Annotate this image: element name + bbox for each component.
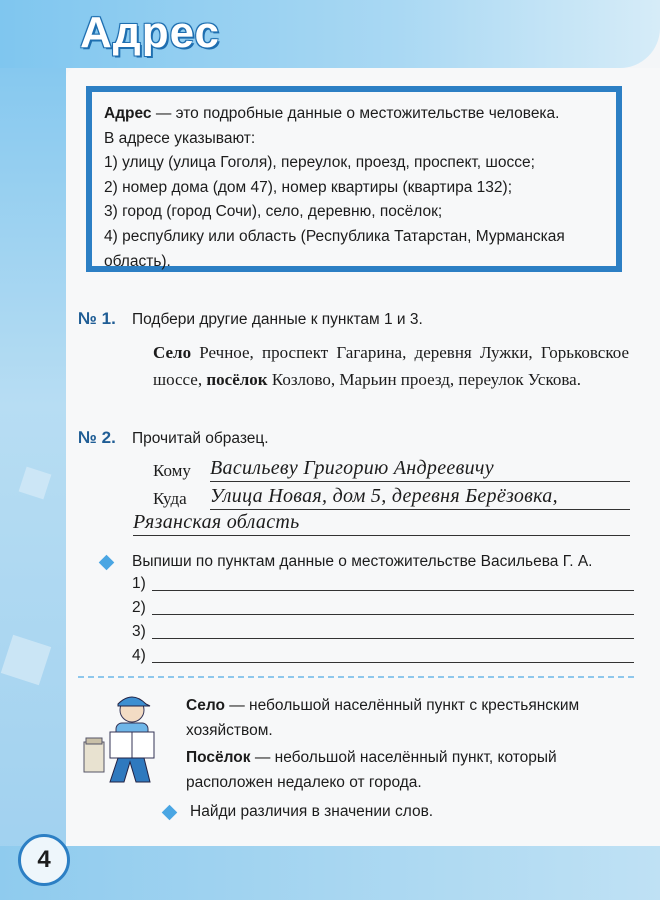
definition-item: 2) номер дома (дом 47), номер квартиры (квартира 132); — [104, 178, 513, 196]
where-value-line2: Рязанская область — [133, 511, 630, 536]
to-value: Васильеву Григорию Андреевичу — [210, 457, 630, 482]
bottom-decor-band — [0, 846, 660, 900]
answer-line[interactable] — [132, 647, 146, 665]
answer-line[interactable] — [132, 623, 146, 641]
where-label: Куда — [153, 489, 187, 508]
answer-line[interactable] — [132, 599, 146, 617]
definition-item: 4) республику или область (Республика Татарстан, Мурманская область). — [104, 227, 565, 270]
where-value-line1: Улица Новая, дом 5, деревня Берёзовка, — [210, 485, 630, 510]
definition-item: 1) улицу (улица Гоголя), переулок, проезд, проспект, шоссе; — [104, 154, 535, 172]
definition-item: 3) город (город Сочи), село, деревню, посёлок; — [104, 203, 443, 221]
definition-posyolok: — небольшой населённый пункт, который расположен недалеко от города. — [186, 749, 557, 791]
exercise-2-number: № 2. — [78, 428, 116, 447]
answer-line[interactable] — [132, 575, 146, 593]
definition-intro: — это подробные данные о местожительстве человека. — [151, 105, 560, 122]
exercise-1-number: № 1. — [78, 309, 116, 328]
term-selo: Село — [186, 697, 225, 714]
definition-term: Адрес — [104, 105, 152, 122]
word-selo: Село — [153, 343, 192, 362]
term-posyolok: Посёлок — [186, 749, 251, 766]
definition-box — [86, 86, 622, 272]
answer-line-number: 1) — [132, 575, 146, 592]
definitions-instruction: Найди различия в значении слов. — [190, 803, 434, 820]
definition-line: В адресе указывают: — [104, 129, 256, 147]
section-divider — [78, 676, 634, 678]
to-label: Кому — [153, 461, 191, 480]
word-posyolok: посёлок — [206, 369, 268, 389]
exercise-1-text-part: Речное, проспект Гагарина, деревня Лужки, Горьковское шоссе, — [153, 343, 629, 389]
page-title: Адрес — [80, 8, 220, 57]
definition-selo: — небольшой населённый пункт с крестьянским хозяйством. — [186, 697, 580, 739]
page-number: 4 — [18, 834, 70, 886]
exercise-2-instruction: Выпиши по пунктам данные о местожительстве Васильева Г. А. — [132, 553, 593, 570]
exercise-1-text — [153, 340, 629, 393]
definitions-block — [186, 694, 636, 798]
answer-line-number: 4) — [132, 647, 146, 664]
boy-reading-illustration — [80, 690, 170, 790]
exercise-2-task: Прочитай образец. — [132, 430, 269, 447]
exercise-1-text-part: Козлово, Марьин проезд, переулок Ускова. — [267, 369, 581, 389]
left-decor-band — [0, 0, 66, 900]
answer-line-number: 3) — [132, 623, 146, 640]
answer-line-number: 2) — [132, 599, 146, 616]
exercise-1-task: Подбери другие данные к пунктам 1 и 3. — [132, 311, 423, 328]
